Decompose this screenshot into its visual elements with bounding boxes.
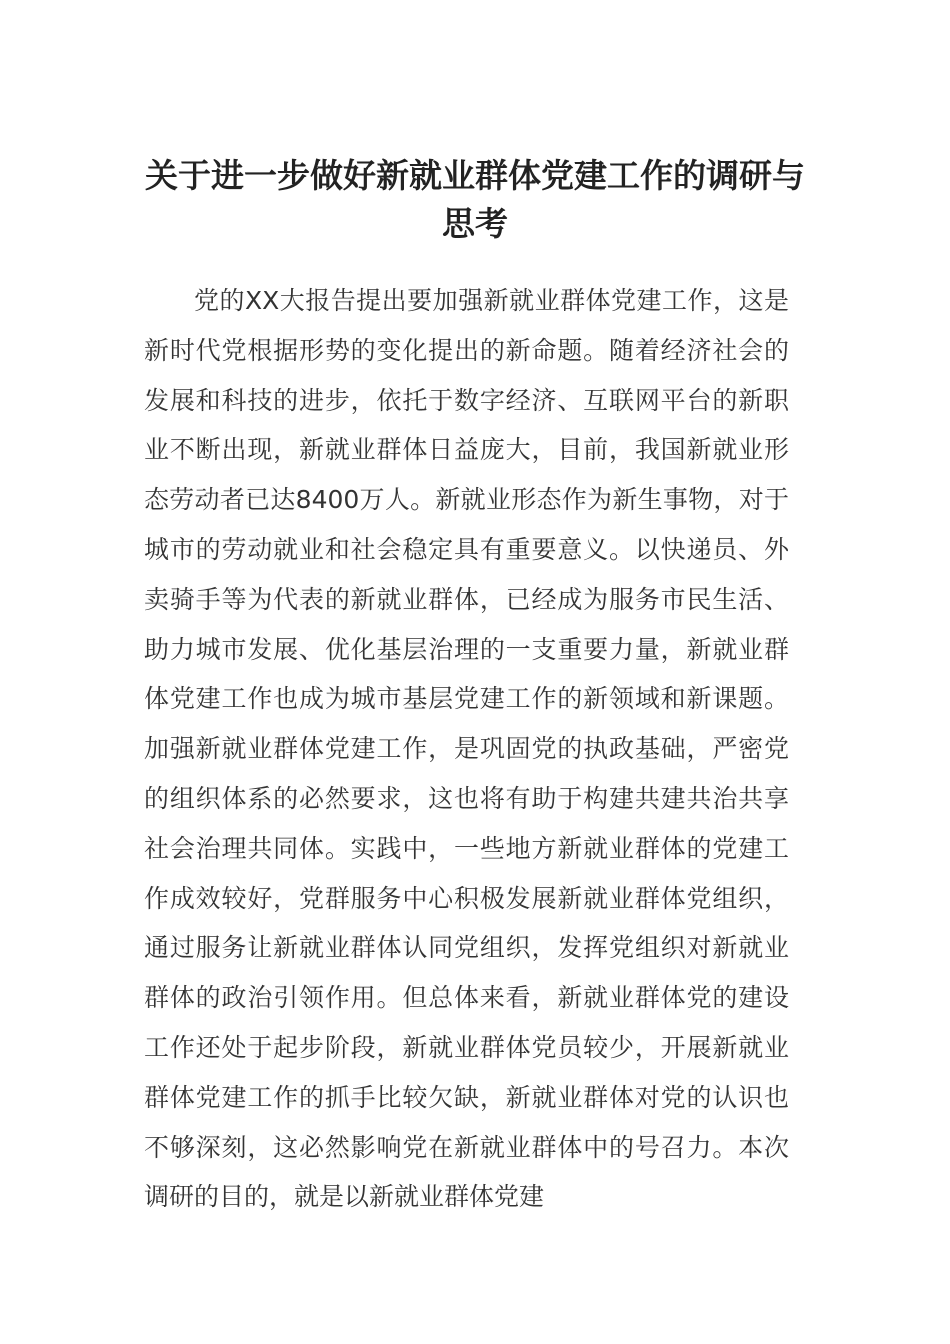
document-title: 关于进一步做好新就业群体党建工作的调研与思考 — [145, 156, 805, 243]
body-paragraph: 党的XX大报告提出要加强新就业群体党建工作，这是新时代党根据形势的变化提出的新命题。随着经济社会的发展和科技的进步，依托于数字经济、互联网平台的新职业不断出现，新就业群体日益庞大，目前，我国新就业形态劳动者已达8400万人。新就业形态作为新生事物，对于城市的劳动就业和社会稳定具有重要意义。以快递员、外卖骑手等为代表的新就业群体，已经成为服务市民生活、助力城市发展、优化基层治理的一支重要力量，新就业群体党建工作也成为城市基层党建工作的新领域和新课题。加强新就业群体党建工作，是巩固党的执政基础，严密党的组织体系的必然要求，这也将有助于构建共建共治共享社会治理共同体。实践中，一些地方新就业群体的党建工作成效较好，党群服务中心积极发展新就业群体党组织，通过服务让新就业群体认同党组织，发挥党组织对新就业群体的政治引领作用。但总体来看，新就业群体党的建设工作还处于起步阶段，新就业群体党员较少，开展新就业群体党建工作的抓手比较欠缺，新就业群体对党的认识也不够深刻，这必然影响党在新就业群体中的号召力。本次调研的目的，就是以新就业群体党建 — [144, 286, 789, 1212]
